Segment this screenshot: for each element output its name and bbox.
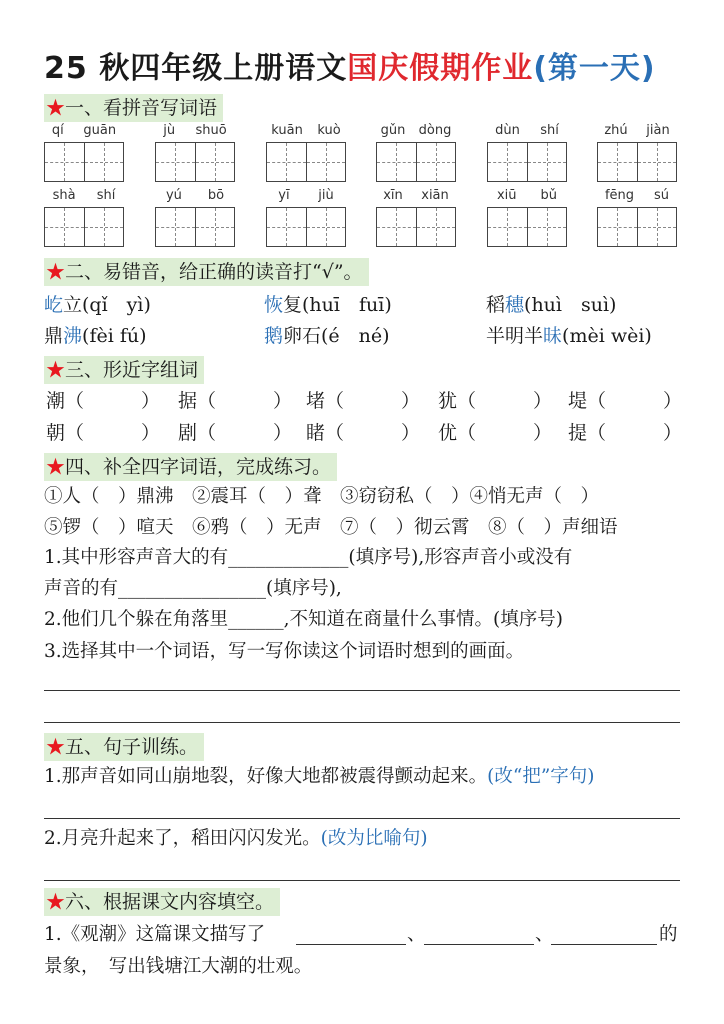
idiom-line-1[interactable]: ①人（ ）鼎沸 ②震耳（ ）聋 ③窃窃私（ ）④悄无声（ ） (44, 486, 600, 507)
fill-blank[interactable] (551, 944, 657, 945)
pinyin-syllable: dùn (495, 123, 520, 138)
pinyin-label (485, 188, 569, 203)
pinyin-syllable: qí (51, 123, 64, 138)
tianzige-box[interactable] (155, 142, 235, 182)
tianzige-cell[interactable] (638, 143, 677, 181)
fill-blank[interactable] (296, 944, 406, 945)
tianzige-cell[interactable] (528, 208, 567, 246)
tianzige-cell[interactable] (417, 208, 456, 246)
tianzige-cell[interactable] (267, 143, 307, 181)
tianzige-box[interactable] (44, 207, 124, 247)
fill-line-1: 1.《观潮》这篇课文描写了 (44, 924, 266, 945)
question-2[interactable]: 2.他们几个躲在角落里______,不知道在商量什么事情。(填序号) (44, 609, 563, 630)
word-blank[interactable]: 堵（ ） (306, 390, 421, 412)
pron-item[interactable]: 鹅卵石(é né) (264, 325, 390, 347)
tianzige-box[interactable] (155, 207, 235, 247)
tianzige-box[interactable] (44, 142, 124, 182)
pinyin-row-1 (44, 123, 684, 143)
section-2-title: 二、易错音，给正确的读音打“√”。 (65, 261, 363, 283)
tianzige-cell[interactable] (307, 208, 346, 246)
tianzige-box[interactable] (266, 207, 346, 247)
pinyin-syllable: yī (278, 188, 290, 203)
pinyin-syllable: shí (540, 123, 559, 138)
tianzige-cell[interactable] (488, 143, 528, 181)
pinyin-syllable: jiù (318, 188, 334, 203)
pinyin-label (153, 123, 237, 138)
pinyin-syllable: xiān (421, 188, 449, 203)
tianzige-cell[interactable] (156, 208, 196, 246)
section-3-title: 三、形近字组词 (65, 359, 199, 381)
star-icon: ★ (46, 97, 66, 119)
pinyin-syllable: zhú (604, 123, 628, 138)
pinyin-label (595, 123, 679, 138)
pinyin-syllable: gǔn (380, 123, 406, 138)
section-5-heading (44, 733, 204, 761)
tianzige-box[interactable] (487, 207, 567, 247)
pinyin-label (42, 188, 126, 203)
pinyin-syllable: xiū (496, 188, 517, 203)
pinyin-syllable: shí (96, 188, 116, 203)
sentence-2-hint: (改为比喻句) (320, 828, 428, 849)
section-4-heading (44, 453, 337, 481)
title-grade: 25 秋四年级上册语文 (44, 51, 348, 86)
answer-line[interactable] (44, 880, 680, 881)
section-4-title: 四、补全四字词语，完成练习。 (65, 456, 332, 478)
pinyin-label (595, 188, 679, 203)
tianzige-box[interactable] (487, 142, 567, 182)
word-blank[interactable]: 堤（ ） (568, 390, 683, 412)
pinyin-syllable: jù (163, 123, 176, 138)
fill-separator: 、 (535, 924, 554, 945)
pinyin-label (485, 123, 569, 138)
word-blank[interactable]: 犹（ ） (438, 390, 553, 412)
word-blank[interactable]: 优（ ） (438, 422, 553, 444)
tianzige-box[interactable] (376, 207, 456, 247)
pinyin-label (264, 188, 348, 203)
pinyin-syllable: bō (207, 188, 225, 203)
word-blank[interactable]: 潮（ ） (46, 390, 161, 412)
section-5-title: 五、句子训练。 (65, 736, 199, 758)
word-blank[interactable]: 朝（ ） (46, 422, 161, 444)
star-icon: ★ (46, 736, 66, 758)
pinyin-label (153, 188, 237, 203)
sentence-2: 2.月亮升起来了，稻田闪闪发光。(改为比喻句) (44, 828, 428, 849)
section-6-heading (44, 888, 280, 916)
pinyin-syllable: bǔ (540, 188, 557, 203)
star-icon: ★ (46, 891, 66, 913)
fill-blank[interactable] (424, 944, 534, 945)
section-3-heading (44, 356, 204, 384)
tianzige-cell[interactable] (45, 208, 85, 246)
fill-separator: 、 (407, 924, 426, 945)
section-6-title: 六、根据课文内容填空。 (65, 891, 275, 913)
pinyin-label (264, 123, 348, 138)
pinyin-label (374, 188, 458, 203)
tianzige-box[interactable] (597, 142, 677, 182)
word-blank[interactable]: 剧（ ） (178, 422, 293, 444)
title-day: (第一天) (533, 51, 656, 86)
tianzige-cell[interactable] (528, 143, 567, 181)
star-icon: ★ (46, 359, 66, 381)
pinyin-syllable: sú (654, 188, 670, 203)
tianzige-box[interactable] (597, 207, 677, 247)
tianzige-cell[interactable] (377, 208, 417, 246)
idiom-line-2[interactable]: ⑤锣（ ）喧天 ⑥鸦（ ）无声 ⑦（ ）彻云霄 ⑧（ ）声细语 (44, 517, 618, 538)
pinyin-row-2 (44, 188, 684, 208)
page-title (44, 46, 656, 92)
tianzige-cell[interactable] (638, 208, 677, 246)
section-1-title: 一、看拼音写词语 (65, 97, 218, 119)
tianzige-cell[interactable] (156, 143, 196, 181)
writing-grid-row-1 (44, 142, 684, 182)
pinyin-syllable: fēng (604, 188, 635, 203)
tianzige-cell[interactable] (85, 208, 124, 246)
tianzige-cell[interactable] (598, 143, 638, 181)
tianzige-box[interactable] (376, 142, 456, 182)
tianzige-cell[interactable] (196, 208, 235, 246)
star-icon: ★ (46, 261, 66, 283)
pinyin-syllable: guān (83, 123, 117, 138)
pinyin-syllable: kuò (317, 123, 341, 138)
tianzige-box[interactable] (266, 142, 346, 182)
section-2-heading (44, 258, 369, 286)
pinyin-syllable: kuān (271, 123, 303, 138)
pron-item[interactable]: 鼎沸(fèi fú) (44, 325, 147, 347)
pinyin-syllable: xīn (383, 188, 403, 203)
pron-item[interactable]: 半明半昧(mèi wèi) (486, 325, 652, 347)
fill-line-2: 景象， 写出钱塘江大潮的壮观。 (44, 956, 313, 977)
tianzige-cell[interactable] (45, 143, 85, 181)
word-blank[interactable]: 提（ ） (568, 422, 683, 444)
tianzige-cell[interactable] (598, 208, 638, 246)
tianzige-cell[interactable] (417, 143, 456, 181)
answer-line[interactable] (44, 690, 680, 691)
word-blank[interactable]: 据（ ） (178, 390, 293, 412)
fill-line-1-end: 的 (659, 924, 678, 945)
pinyin-syllable: shuō (195, 123, 227, 138)
sentence-1: 1.那声音如同山崩地裂，好像大地都被震得颤动起来。(改“把”字句) (44, 766, 595, 787)
tianzige-cell[interactable] (488, 208, 528, 246)
section-1-heading (44, 94, 223, 122)
tianzige-cell[interactable] (85, 143, 124, 181)
writing-grid-row-2 (44, 207, 684, 247)
pinyin-syllable: dòng (418, 123, 452, 138)
question-3: 3.选择其中一个词语，写一写你读这个词语时想到的画面。 (44, 641, 525, 662)
pinyin-syllable: jiàn (646, 123, 670, 138)
pron-item[interactable]: 屹立(qǐ yì) (44, 294, 151, 316)
tianzige-cell[interactable] (267, 208, 307, 246)
word-blank[interactable]: 睹（ ） (306, 422, 421, 444)
pinyin-label (42, 123, 126, 138)
title-homework: 国庆假期作业 (347, 51, 534, 86)
tianzige-cell[interactable] (196, 143, 235, 181)
question-1-line-2[interactable]: 声音的有________________(填序号), (44, 578, 342, 599)
pinyin-label (374, 123, 458, 138)
tianzige-cell[interactable] (377, 143, 417, 181)
tianzige-cell[interactable] (307, 143, 346, 181)
pinyin-syllable: yú (165, 188, 182, 203)
pron-item[interactable]: 稻穗(huì suì) (486, 294, 617, 316)
pinyin-syllable: shà (52, 188, 76, 203)
pron-item[interactable]: 恢复(huī fuī) (264, 294, 392, 316)
question-1-line-1[interactable]: 1.其中形容声音大的有_____________(填序号),形容声音小或没有 (44, 547, 573, 568)
sentence-1-hint: (改“把”字句) (487, 766, 595, 787)
star-icon: ★ (46, 456, 66, 478)
answer-line[interactable] (44, 818, 680, 819)
answer-line[interactable] (44, 722, 680, 723)
